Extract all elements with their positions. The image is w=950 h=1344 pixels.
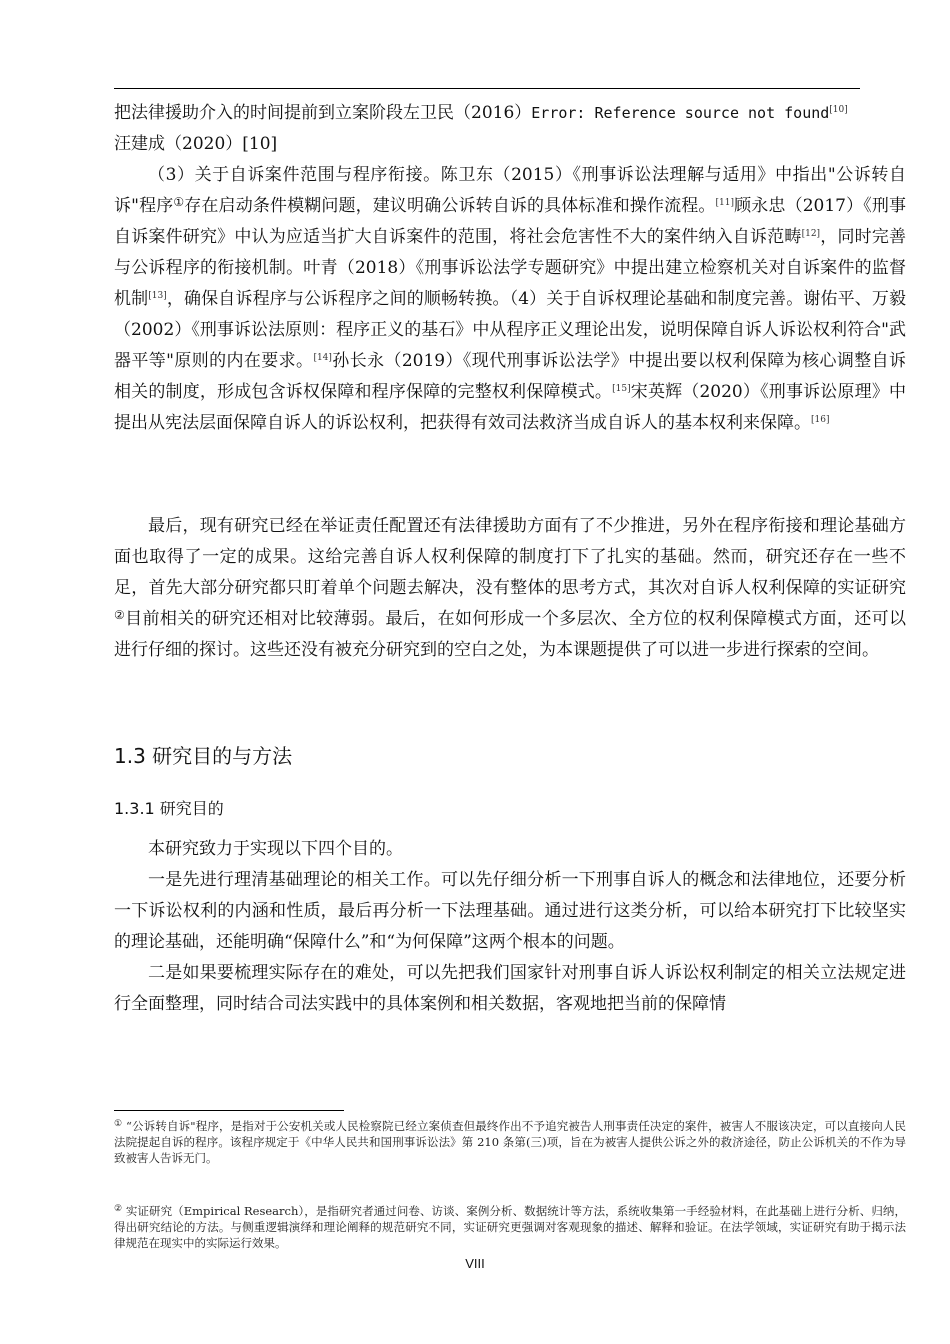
goal-2: 二是如果要梳理实际存在的难处，可以先把我们国家针对刑事自诉人诉讼权利制定的相关立法规定进行全面整理，同时结合司法实践中的具体案例和相关数据，客观地把当前的保障情 [114,963,906,1014]
subsection-heading: 1.3.1 研究目的 [114,799,224,818]
goals-intro: 本研究致力于实现以下四个目的。 [148,839,403,859]
citation-ref: [11] [715,198,735,208]
citation-ref: [16] [811,415,830,425]
paragraph-summary: 最后，现有研究已经在举证责任配置还有法律援助方面有了不少推进，另外在程序衔接和理论基础方面也取得了一定的成果。这给完善自诉人权利保障的制度打下了扎实的基础。然而，研究还存在一些不足，首先大部分研究都只盯着单个问题去解决，没有整体的思考方式，其次对自诉人权利保障的实证研究②目前相关的研究还相对比较薄弱。最后，在如何形成一个多层次、全方位的权利保障模式方面，还可以进行仔细的探讨。这些还没有被充分研究到的空白之处，为本课题提供了可以进一步进行探索的空间。 [114,516,906,660]
header-rule [114,88,860,89]
footnote-text: “公诉转自诉"程序，是指对于公安机关或人民检察院已经立案侦查但最终作出不予追究被告人刑事责任决定的案件，被害人不服该决定，可以直接向人民法院提起自诉的程序。该程序规定于《中华人民共和国刑事诉讼法》第 210 条第(三)项，旨在为被害人提供公诉之外的救济途径，防止公诉机关的不作为导致被害人告诉无门。 [114,1119,906,1165]
footnote-1 [114,1118,906,1166]
section-heading: 1.3 研究目的与方法 [114,744,293,768]
paragraph-scope: （3）关于自诉案件范围与程序衔接。陈卫东（2015）《刑事诉讼法理解与适用》中指出"公诉转自诉"程序①存在启动条件模糊问题，建议明确公诉转自诉的具体标准和操作流程。[11]顾永忠（2017）《刑事自诉案件研究》中认为应适当扩大自诉案件的范围，将社会危害性不大的案件纳入自诉范畴[12]，同时完善与公诉程序的衔接机制。叶青（2018）《刑事诉讼法学专题研究》中提出建立检察机关对自诉案件的监督机制[13]，确保自诉程序与公诉程序之间的顺畅转换。（4）关于自诉权理论基础和制度完善。谢佑平、万毅（2002）《刑事诉讼法原则：程序正义的基石》中从程序正义理论出发，说明保障自诉人诉讼权利符合"武器平等"原则的内在要求。[14]孙长永（2019）《现代刑事诉讼法学》中提出要以权利保障为核心调整自诉相关的制度，形成包含诉权保障和程序保障的完整权利保障模式。[15]宋英辉（2020）《刑事诉讼原理》中提出从宪法层面保障自诉人的诉讼权利，把获得有效司法救济当成自诉人的基本权利来保障。[16] [114,165,907,433]
footnote-mark: ② [114,1204,123,1214]
footnote-ref-1[interactable]: ① [173,195,185,209]
goal-1: 一是先进行理清基础理论的相关工作。可以先仔细分析一下刑事自诉人的概念和法律地位，还要分析一下诉讼权利的内涵和性质，最后再分析一下法理基础。通过进行这类分析，可以给本研究打下比较坚实的理论基础，还能明确“保障什么”和“为何保障”这两个根本的问题。 [114,870,906,952]
paragraph-goals [114,834,906,1020]
citation-ref: [14] [313,353,332,363]
continuation-line-2: 汪建成（2020）[10] [114,134,278,154]
footnote-2 [114,1203,906,1251]
page-number: VIII [465,1256,485,1271]
footnote-text: 实证研究（Empirical Research），是指研究者通过问卷、访谈、案例分析、数据统计等方法，系统收集第一手经验材料，在此基础上进行分析、归纳，得出研究结论的方法。与侧重逻辑演绎和理论阐释的规范研究不同，实证研究更强调对客观现象的描述、解释和验证。在法学领域，实证研究有助于揭示法律规范在现实中的实际运行效果。 [114,1204,907,1250]
citation-ref: [13] [148,291,167,301]
continuation-line-1: 把法律援助介入的时间提前到立案阶段左卫民（2016）Error: Reference source not found[10] [114,103,848,123]
reference-error: Error: Reference source not found [531,104,830,122]
footnote-mark: ① [114,1119,123,1129]
citation-ref: [12] [801,229,821,239]
citation-ref: [10] [829,105,848,115]
footnote-ref-2[interactable]: ② [114,608,126,622]
continuation-text [114,98,906,160]
citation-ref: [15] [612,384,631,394]
footnote-rule [114,1110,344,1111]
